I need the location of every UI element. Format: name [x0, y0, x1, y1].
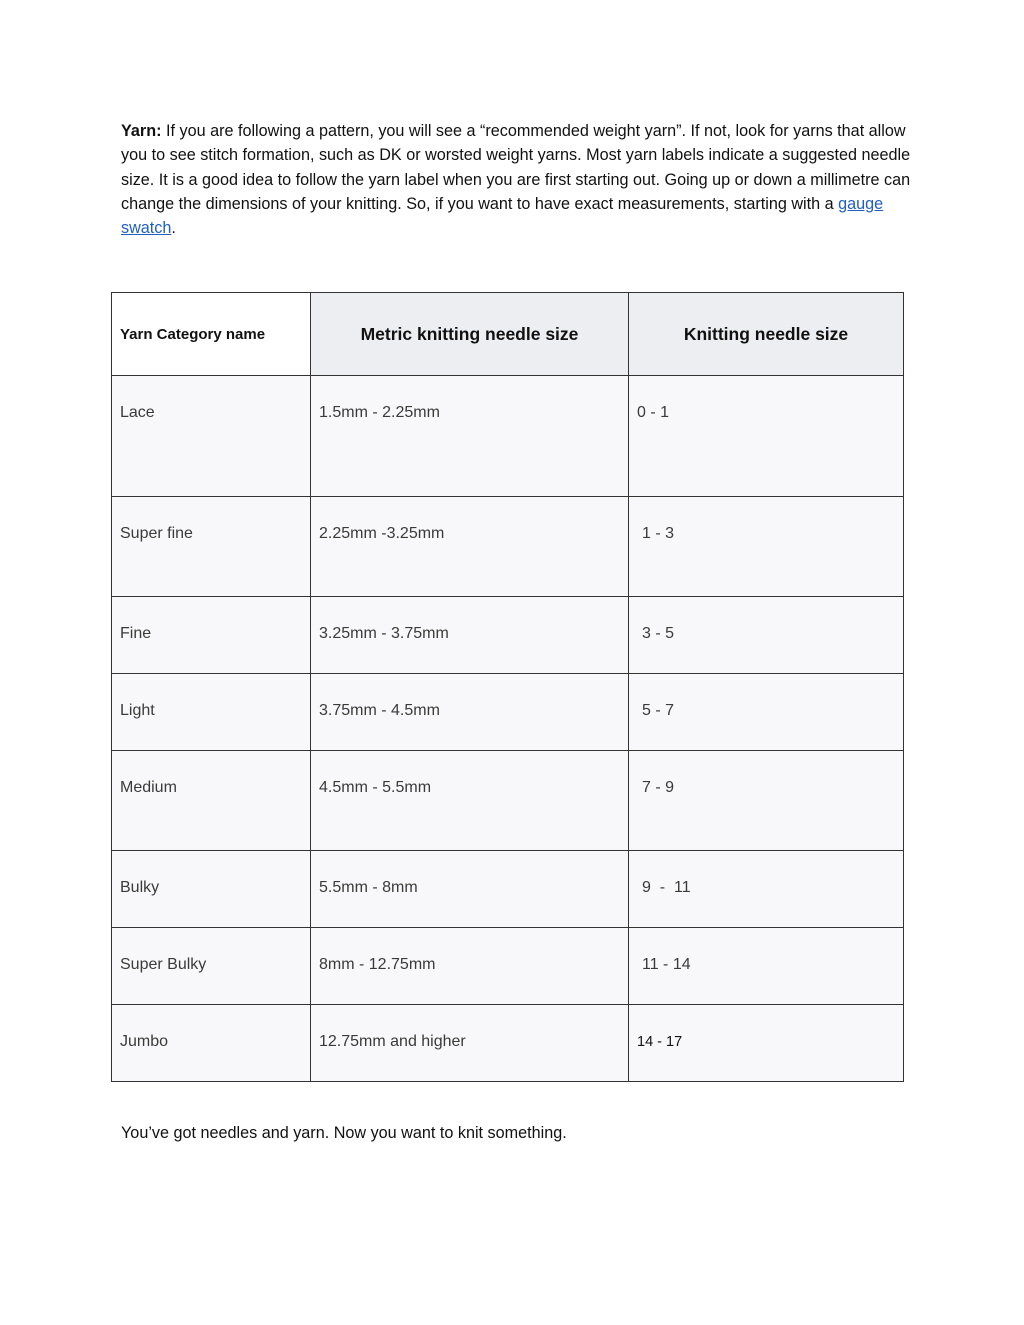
cell-metric: 12.75mm and higher: [311, 1005, 629, 1082]
closing-paragraph: You’ve got needles and yarn. Now you want to knit something.: [121, 1124, 567, 1142]
intro-lead: Yarn:: [121, 122, 162, 140]
cell-us-size: 7 - 9: [629, 751, 904, 851]
needle-size-table: [111, 292, 904, 1082]
table-row: [112, 1005, 904, 1082]
cell-category: Super Bulky: [112, 928, 311, 1005]
cell-metric: 4.5mm - 5.5mm: [311, 751, 629, 851]
table-header-row: [112, 293, 904, 376]
cell-us-size: 11 - 14: [629, 928, 904, 1005]
table-row: [112, 751, 904, 851]
intro-paragraph: [121, 119, 911, 240]
table-row: [112, 928, 904, 1005]
header-yarn-category: Yarn Category name: [112, 293, 311, 376]
cell-category: Super fine: [112, 497, 311, 597]
cell-metric: 8mm - 12.75mm: [311, 928, 629, 1005]
cell-category: Jumbo: [112, 1005, 311, 1082]
header-needle-size: Knitting needle size: [629, 293, 904, 376]
cell-metric: 3.75mm - 4.5mm: [311, 674, 629, 751]
cell-us-size: 14 - 17: [629, 1005, 904, 1082]
cell-us-size: 1 - 3: [629, 497, 904, 597]
table-row: [112, 497, 904, 597]
cell-metric: 3.25mm - 3.75mm: [311, 597, 629, 674]
cell-category: Lace: [112, 376, 311, 497]
cell-metric: 5.5mm - 8mm: [311, 851, 629, 928]
cell-category: Fine: [112, 597, 311, 674]
intro-text-end: .: [171, 219, 176, 238]
gauge-swatch-link[interactable]: gauge swatch: [121, 194, 884, 238]
cell-category: Light: [112, 674, 311, 751]
header-metric-size: Metric knitting needle size: [311, 293, 629, 376]
cell-us-size: 5 - 7: [629, 674, 904, 751]
cell-us-size: 9 - 11: [629, 851, 904, 928]
intro-text: If you are following a pattern, you will see a “recommended weight yarn”. If not, look for yarns that allow you to see stitch formation, such as DK or worsted weight yarns. Most yarn labels indicate a suggested needle size. It is a good idea to follow the yarn label when you are first starting out. Going up or down a millimetre can change the dimensions of your knitting. So, if you want to have exact measurements, starting with a: [121, 122, 911, 213]
cell-category: Medium: [112, 751, 311, 851]
table-row: [112, 597, 904, 674]
table-row: [112, 674, 904, 751]
cell-metric: 1.5mm - 2.25mm: [311, 376, 629, 497]
cell-metric: 2.25mm -3.25mm: [311, 497, 629, 597]
table-row: [112, 851, 904, 928]
cell-category: Bulky: [112, 851, 311, 928]
table-row: [112, 376, 904, 497]
cell-us-size: 3 - 5: [629, 597, 904, 674]
cell-us-size: 0 - 1: [629, 376, 904, 497]
